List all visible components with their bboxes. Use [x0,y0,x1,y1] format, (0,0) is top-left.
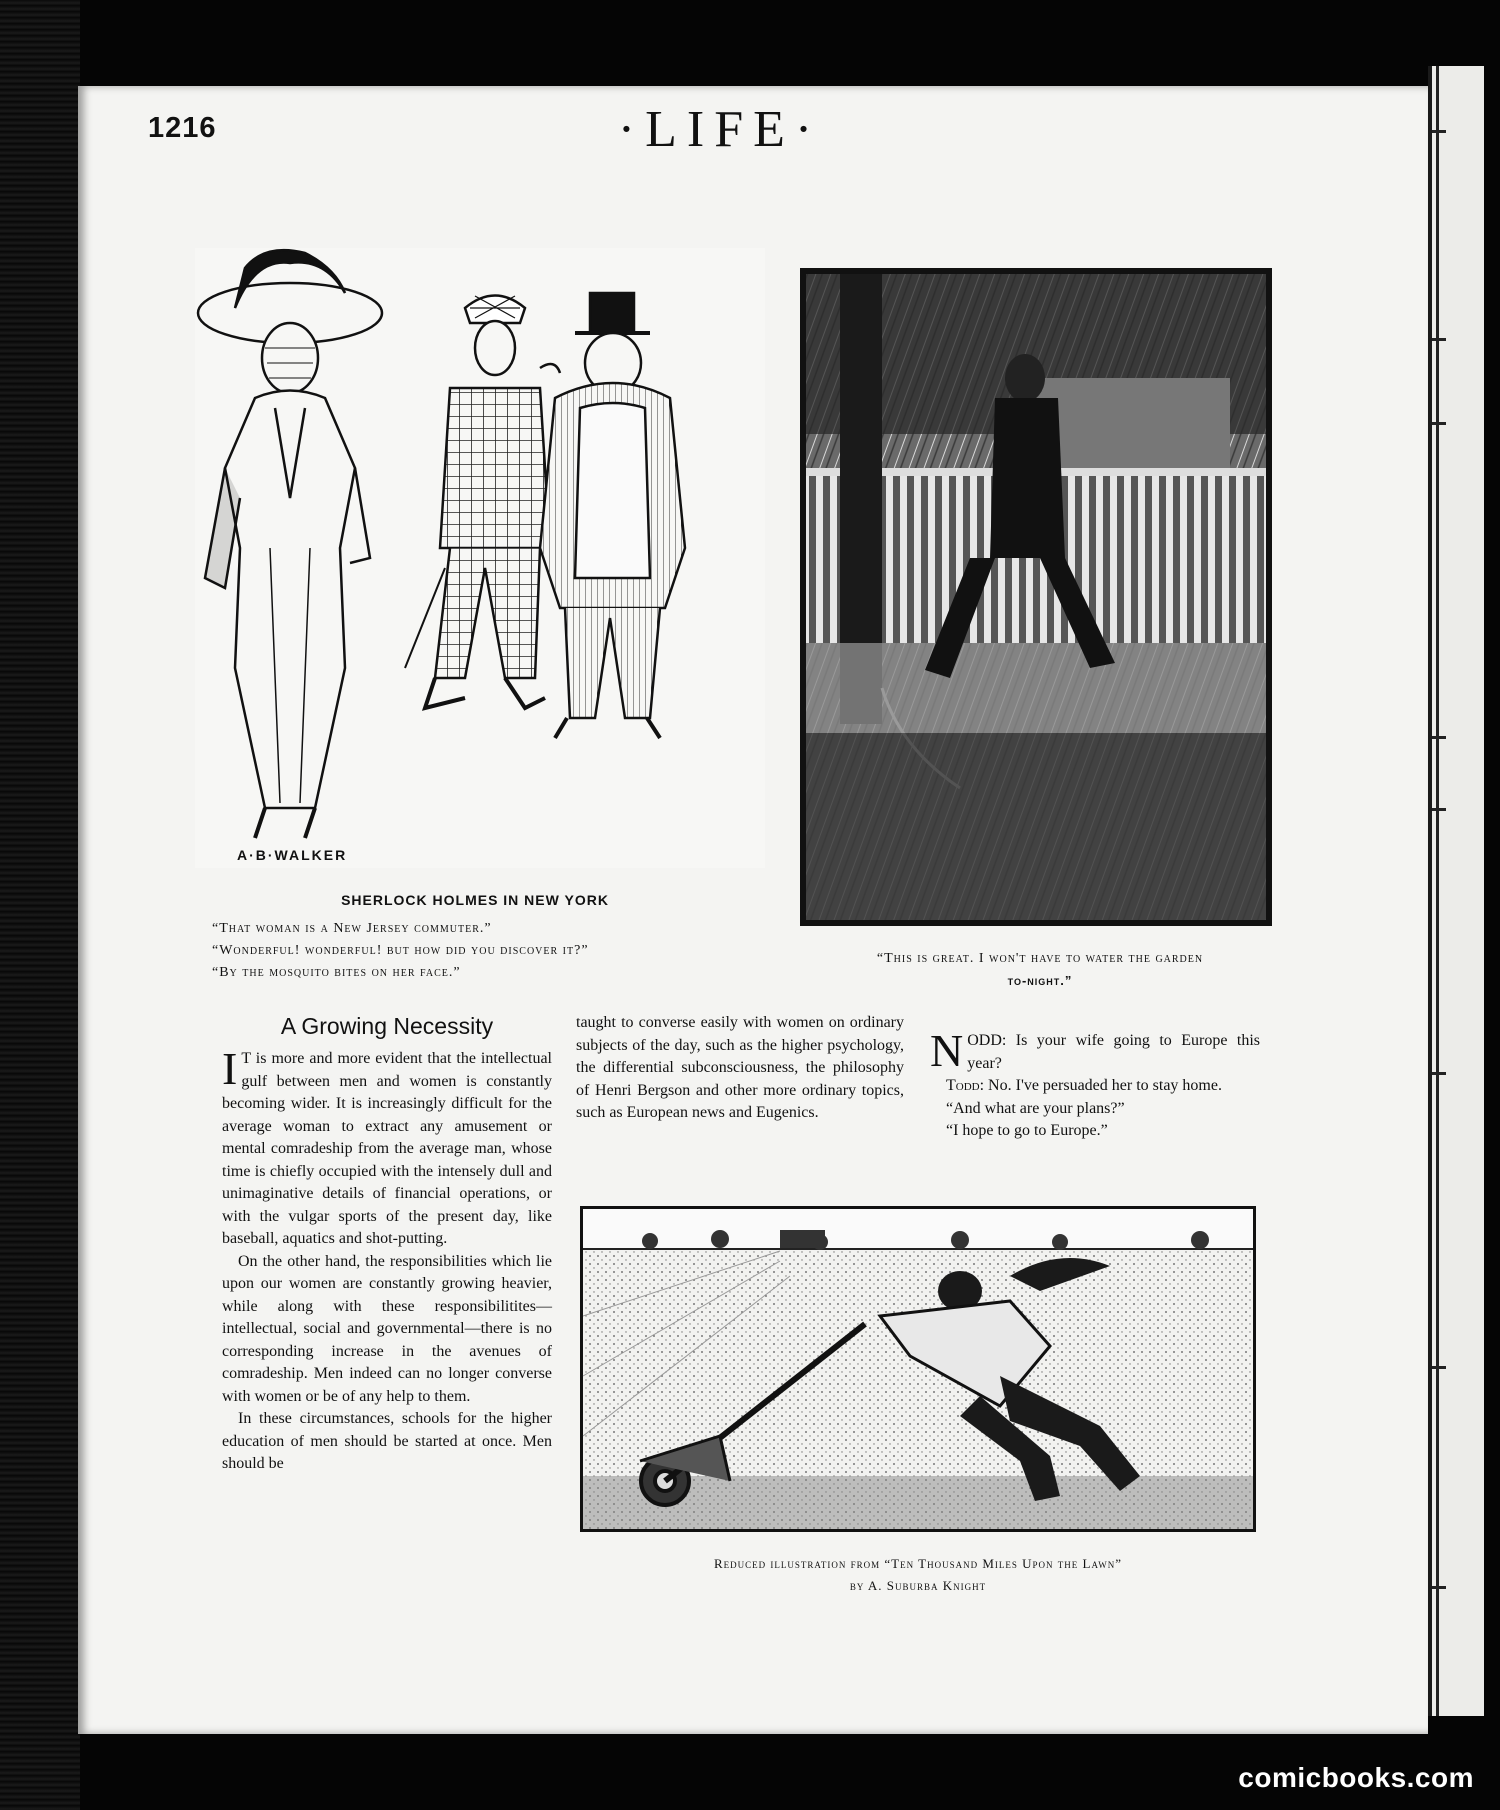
sherlock-caption-line: “By the mosquito bites on her face.” [212,965,461,980]
joke-line-1: ODD: Is your wife going to Europe this year? [967,1032,1260,1072]
joke-speaker: Todd [946,1077,980,1094]
joke-dropcap: N [930,1025,964,1076]
article-title: A Growing Necessity [280,1013,494,1039]
article-dropcap: I [222,1043,238,1094]
sherlock-caption-line: “Wonderful! wonderful! but how did you discover it?” [212,943,589,958]
sherlock-caption-title: SHERLOCK HOLMES IN NEW YORK [341,892,609,908]
masthead: ·LIFE· [617,101,823,158]
rain-caption-line1: “This is great. I won't have to water the garden [876,951,1204,966]
article-column-1 [222,1013,552,1476]
sherlock-cartoon-illustration [195,248,765,868]
article-paragraph-4: taught to converse easily with women on ordinary subjects of the day, such as the higher psychology, the differential subconsciousness, the philosophy of Henri Bergson and other more ordinary topics, such as European news and Eugenics. [576,1014,904,1121]
page-number: 1216 [148,112,217,144]
joke-column [930,1025,1260,1143]
sherlock-caption-line: “That woman is a New Jersey commuter.” [212,921,492,936]
article-paragraph-1: T is more and more evident that the intellectual gulf between men and women is constantly becoming wider. It is increasingly difficult for the average woman to extract any amusement or mental comradeship from the average man, whose time is chiefly occupied with the intensely dull and unimaginative details of financial operations, or with the vulgar sports of the present day, like baseball, aquatics and shot-putting. [222,1050,552,1247]
article-paragraph-3: In these circumstances, schools for the higher education of men should be started at once. Men should be [222,1410,552,1472]
adjacent-page-edge [1428,66,1484,1716]
rain-caption-line2: to-night.” [1007,973,1073,988]
mower-caption-line2: by A. Suburba Knight [849,1578,987,1593]
joke-line-2: : No. I've persuaded her to stay home. [979,1077,1222,1094]
joke-line-3: “And what are your plans?” [946,1099,1125,1117]
joke-line-4: “I hope to go to Europe.” [946,1122,1108,1139]
scan-left-edge [0,0,80,1810]
article-column-2 [576,1012,904,1125]
artist-signature: A·B·WALKER [237,847,348,863]
lawn-mower-illustration [580,1206,1256,1532]
rain-garden-illustration [800,268,1272,926]
mower-caption-line1: Reduced illustration from “Ten Thousand Miles Upon the Lawn” [713,1556,1122,1571]
watermark-text: comicbooks.com [1238,1762,1474,1793]
article-paragraph-2: On the other hand, the responsibilities which lie upon our women are constantly growing heavier, while along with these responsibilitites—intellectual, social and governmental—there is no corresponding increase in the avenues of comradeship. Men indeed can no longer converse with women or be of any help to them. [222,1252,552,1405]
